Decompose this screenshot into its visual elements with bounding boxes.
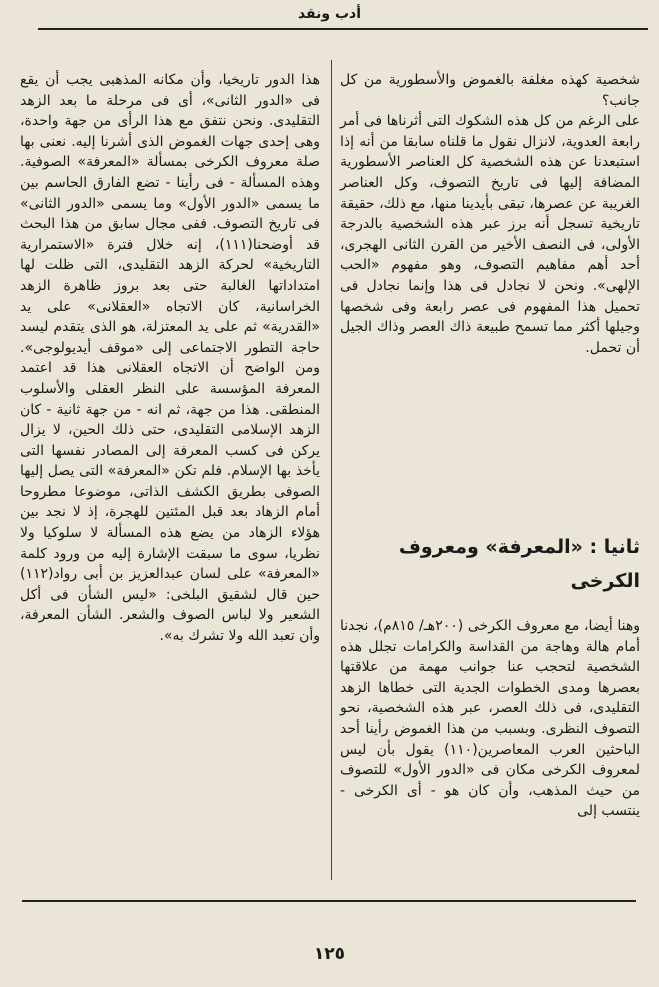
right-column-section: [340, 616, 640, 822]
left-column: [20, 70, 320, 647]
paragraph: على الرغم من كل هذه الشكوك التى أثرناها فى أمر رابعة العدوية، لانزال نقول ما قلناه سابقا من أنه إذا استبعدنا عن هذه الشخصية كل العناصر الأسطورية المضافة إليها فى تاريخ التصوف، وكل العناصر الغريبة عن عصرها، تبقى بأيدينا منها، مع ذلك، حقيقة تاريخية تسجل أنه برز عبر هذه الشخصية بالدرجة الأولى، فى النصف الأخير من القرن الثانى الهجرى، أحد أهم مفاهيم التصوف، وهو مفهوم «الحب الإلهى». ونحن لا نجادل فى هذا وإنما نجادل فى تحميل هذا المفهوم فى عصر رابعة وفى شخصها وجيلها أكثر مما تسمح طبيعة ذاك العصر وذاك الجيل أن تحمل.: [340, 113, 640, 356]
paragraph: هذا الدور تاريخيا، وأن مكانه المذهبى يجب أن يقع فى «الدور الثانى»، أى فى مرحلة ما بعد الزهد التقليدى. ونحن نتفق مع هذا الرأى من جهة واحدة، وهى إحدى جهات الغموض الذى أشرنا إليه. نعنى بها صلة معروف الكرخى بمسألة «المعرفة» الصوفية. وهذه المسألة - فى رأينا - تضع الفارق الحاسم بين ما يسمى «الدور الأول» وما يسمى «الدور الثانى» فى تاريخ التصوف. ففى مجال سابق من هذا البحث قد أوضحنا(١١١)، إنه خلال فترة «الاستمرارية التاريخية» لحركة الزهد التقليدى، التى ظلت لها امتداداتها الغالبة حتى بعد بروز ظاهرة الزهد الخراسانية، كان الاتجاه «العقلانى» على يد «القدرية» ثم على يد المعتزلة، هو الذى يتقدم ليسد حاجة التطور الاجتماعى إلى «موقف أيديولوجى». ومن الواضح أن الاتجاه العقلانى هذا قد اعتمد المعرفة المؤسسة على النظر العقلى والأسلوب المنطقى. هذا من جهة، ثم انه - من جهة ثانية - كان الزهد الإسلامى التقليدى، حتى ذلك الحين، لا يزال يركن فى كسب المعرفة إلى المصادر نفسها التى يأخذ بها الإسلام. فلم تكن «المعرفة» التى يصل إليها الصوفى بطريق الكشف الذاتى، موضوعا مطروحا أمام الزهاد بعد قبل المئتين للهجرة، إذ لا نجد بين هؤلاء الزهاد من يضع هذه المسألة لا سلوكيا ولا نظريا، سوى ما سبقت الإشارة إليه من ورود كلمة «المعرفة» على لسان عبدالعزيز بن أبى رواد(١١٢) حين قال لشقيق البلخى: «ليس الشأن فى أكل الشعير ولا لباس الصوف والشعر. الشأن المعرفة، وأن تعبد الله ولا تشرك به».: [20, 72, 320, 645]
header-rule: [38, 28, 648, 30]
paragraph: وهنا أيضا، مع معروف الكرخى (٢٠٠هـ/ ٨١٥م)، نجدنا أمام هالة وهاجة من القداسة والكرامات تجلل هذه الشخصية لتحجب عنا جوانب مهمة من علاقتها بعصرها ومدى الخطوات الجدية التى خطاها الزهد التقليدى، فى ذلك العصر، عبر هذه الشخصية، نحو التصوف النظرى. وبسبب من هذا الغموض رأينا أحد الباحثين العرب المعاصرين(١١٠) يقول بأن ليس لمعروف الكرخى مكان فى «الدور الأول» للتصوف من حيث المذهب، وأن كان هو - أى الكرخى - ينتسب إلى: [340, 618, 641, 820]
footer-rule: [22, 900, 636, 902]
paragraph: شخصية كهذه مغلفة بالغموض والأسطورية من كل جانب؟: [340, 72, 640, 109]
right-column: [340, 70, 640, 358]
column-divider: [331, 60, 332, 880]
running-header-title: أدب ونقد: [297, 6, 362, 22]
section-heading: ثانيا : «المعرفة» ومعروف الكرخى: [398, 536, 640, 592]
page-number: ١٢٥: [313, 944, 346, 964]
